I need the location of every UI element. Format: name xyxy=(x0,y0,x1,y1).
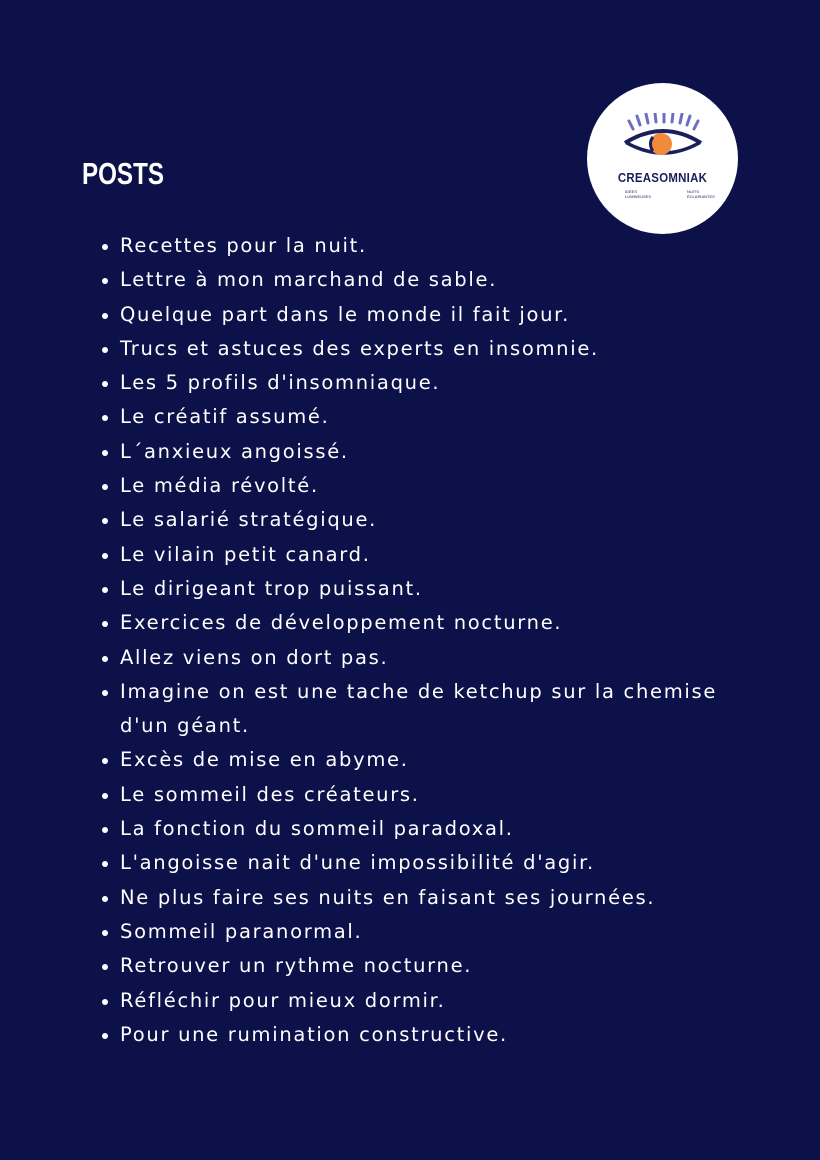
list-item: Pour une rumination constructive. xyxy=(98,1018,738,1052)
list-item: Recettes pour la nuit. xyxy=(98,229,738,263)
list-item: Le média révolté. xyxy=(98,469,738,503)
logo-tagline-left-line: IDÉES xyxy=(625,189,638,194)
list-item: Le vilain petit canard. xyxy=(98,538,738,572)
list-item: Quelque part dans le monde il fait jour. xyxy=(98,298,738,332)
page-title: POSTS xyxy=(82,156,164,191)
logo-name: CREASOMNIAK xyxy=(617,170,708,185)
list-item: Les 5 profils d'insomniaque. xyxy=(98,366,738,400)
logo-tagline-left-line: LUMINEUSES xyxy=(625,194,652,199)
list-item: Trucs et astuces des experts en insomnie. xyxy=(98,332,738,366)
list-item: L´anxieux angoissé. xyxy=(98,435,738,469)
logo-tagline-left xyxy=(625,189,651,199)
list-item: Le sommeil des créateurs. xyxy=(98,778,738,812)
list-item: La fonction du sommeil paradoxal. xyxy=(98,812,738,846)
logo-tagline-right-line: NUITS xyxy=(687,189,699,194)
list-item: Lettre à mon marchand de sable. xyxy=(98,263,738,297)
eye-icon xyxy=(623,113,703,165)
list-item: Imagine on est une tache de ketchup sur la chemise d'un géant. xyxy=(98,675,738,744)
list-item: Réfléchir pour mieux dormir. xyxy=(98,984,738,1018)
list-item: Le créatif assumé. xyxy=(98,400,738,434)
creasomniak-logo xyxy=(587,83,738,234)
list-item: Le dirigeant trop puissant. xyxy=(98,572,738,606)
logo-tagline-right xyxy=(687,189,715,199)
list-item: Le salarié stratégique. xyxy=(98,503,738,537)
list-item: Sommeil paranormal. xyxy=(98,915,738,949)
posts-list xyxy=(98,229,738,1052)
list-item: L'angoisse nait d'une impossibilité d'agir. xyxy=(98,846,738,880)
list-item: Exercices de développement nocturne. xyxy=(98,606,738,640)
list-item: Ne plus faire ses nuits en faisant ses journées. xyxy=(98,881,738,915)
list-item: Allez viens on dort pas. xyxy=(98,641,738,675)
list-item: Excès de mise en abyme. xyxy=(98,743,738,777)
list-item: Retrouver un rythme nocturne. xyxy=(98,949,738,983)
logo-tagline-right-line: ÉCLAIRANTES xyxy=(687,194,715,199)
